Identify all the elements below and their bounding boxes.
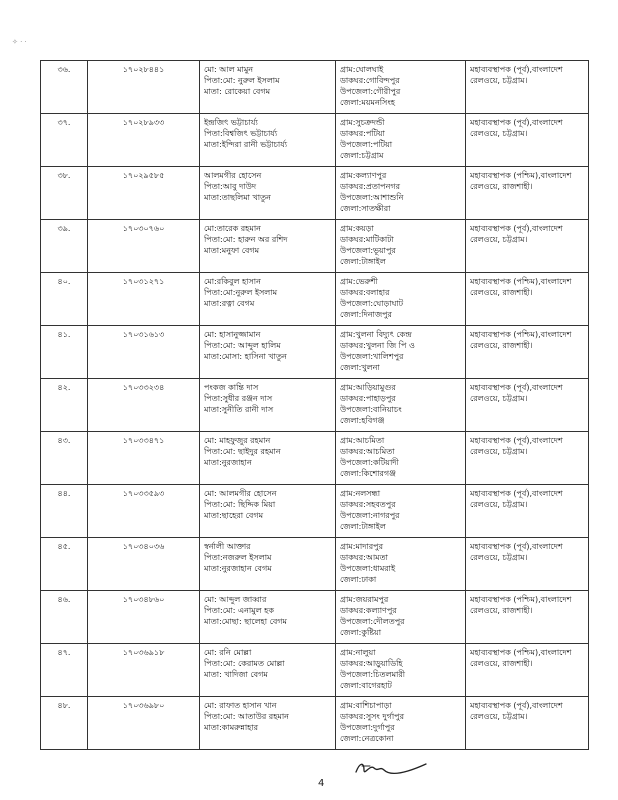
- mother-line: মাতা:মনুফা বেগম: [204, 246, 260, 255]
- postoffice-line: ডাকঘর:আড়ুয়াডিহি: [340, 659, 403, 668]
- father-line: পিতা:বিশ্বজিৎ ভট্টাচার্য্য: [204, 129, 278, 138]
- mother-line: মাতা:কামরুন্নাহার: [204, 723, 259, 732]
- name-cell: [200, 538, 336, 590]
- postoffice-line: ডাকঘর:সুসং দুর্গাপুর: [340, 712, 404, 721]
- serial-cell: ৪৭.: [41, 644, 88, 696]
- district-line: জেলা:বাগেরহাট: [340, 681, 392, 690]
- posting-line: মহাব্যবস্থাপক (পূর্ব),বাংলাদেশ: [470, 542, 563, 551]
- table-row: [41, 697, 589, 750]
- district-line: জেলা:কিশোরগঞ্জ: [340, 469, 397, 478]
- posting-line: মহাব্যবস্থাপক (পশ্চিম),বাংলাদেশ: [470, 595, 572, 604]
- father-line: পিতা:নজরুল ইসলাম: [204, 553, 272, 562]
- name-line: স্বর্নালী আক্তার: [204, 542, 251, 551]
- page-number: 4: [318, 778, 325, 789]
- mother-line: মাতা:মোসা: হাসিনা খাতুন: [204, 352, 287, 361]
- village-line: গ্রাম:আড়িয়ামুগুর: [340, 383, 396, 392]
- name-line: পংকজ কান্তি দাস: [204, 383, 259, 392]
- father-line: পিতা:মো: আব্দুল হালিম: [204, 341, 281, 350]
- postoffice-line: ডাকঘর:বলাহার: [340, 288, 390, 297]
- address-cell: [336, 485, 466, 537]
- posting-cell: [466, 485, 589, 537]
- posting-line: রেলওয়ে, চট্টগ্রাম।: [470, 394, 528, 403]
- postoffice-line: ডাকঘর:সহবতপুর: [340, 500, 396, 509]
- village-line: গ্রাম:কয়ড়া: [340, 224, 374, 233]
- father-line: পিতা:মো: ছাইদুর রহমান: [204, 447, 281, 456]
- district-line: জেলা:চট্টগ্রাম: [340, 151, 384, 160]
- village-line: গ্রাম:ঘোলঘাই: [340, 65, 384, 74]
- village-line: গ্রাম:কল্যাণপুর: [340, 171, 387, 180]
- upazila-line: উপজেলা:খালিশপুর: [340, 352, 404, 361]
- serial-cell: ৪৫.: [41, 538, 88, 590]
- upazila-line: উপজেলা:বানিয়াচং: [340, 405, 402, 414]
- posting-cell: [466, 379, 589, 431]
- name-line: মো: আলমগীর হোসেন: [204, 489, 277, 498]
- mother-line: মাতা:নুরজাহান: [204, 458, 252, 467]
- upazila-line: উপজেলা:ধামরাই: [340, 564, 396, 573]
- upazila-line: উপজেলা:দৌলতপুর: [340, 617, 405, 626]
- postoffice-line: ডাকঘর:খুলনা জি পি ও: [340, 341, 415, 350]
- upazila-line: উপজেলা:চিতলমারী: [340, 670, 406, 679]
- posting-line: রেলওয়ে, চট্টগ্রাম।: [470, 235, 528, 244]
- district-line: জেলা:খুলনা: [340, 363, 380, 372]
- serial-cell: ৪৪.: [41, 485, 88, 537]
- table-row: [41, 432, 589, 485]
- name-line: মো:রকিবুল হাসান: [204, 277, 261, 286]
- roll-cell: ১৭০৩৪০৩৬: [88, 538, 200, 590]
- roll-cell: ১৭০৩৪৮৬০: [88, 591, 200, 643]
- address-cell: [336, 220, 466, 272]
- roll-cell: ১৭০৩৬৯১৮: [88, 644, 200, 696]
- table-row: [41, 220, 589, 273]
- village-line: গ্রাম:সুচক্রদন্ডী: [340, 118, 385, 127]
- serial-cell: ৪১.: [41, 326, 88, 378]
- posting-line: মহাব্যবস্থাপক (পূর্ব),বাংলাদেশ: [470, 436, 563, 445]
- address-cell: [336, 538, 466, 590]
- district-line: জেলা:নেত্রকোনা: [340, 734, 394, 743]
- district-line: জেলা:হবিগঞ্জ: [340, 416, 385, 425]
- father-line: পিতা:আবু দাউদ: [204, 182, 257, 191]
- district-line: জেলা:সাতক্ষীরা: [340, 204, 391, 213]
- posting-line: মহাব্যবস্থাপক (পূর্ব),বাংলাদেশ: [470, 65, 563, 74]
- address-cell: [336, 167, 466, 219]
- address-cell: [336, 644, 466, 696]
- serial-cell: ৩৬.: [41, 61, 88, 113]
- father-line: পিতা:সুধীর রঞ্জন দাস: [204, 394, 273, 403]
- name-cell: [200, 273, 336, 325]
- roll-cell: ১৭০৩৩৪৭১: [88, 432, 200, 484]
- posting-line: রেলওয়ে, চট্টগ্রাম।: [470, 500, 528, 509]
- upazila-line: উপজেলা:ঘোড়াঘাট: [340, 299, 404, 308]
- address-cell: [336, 114, 466, 166]
- village-line: গ্রাম:জয়রামপুর: [340, 595, 389, 604]
- posting-cell: [466, 326, 589, 378]
- posting-line: রেলওয়ে, চট্টগ্রাম।: [470, 129, 528, 138]
- postoffice-line: ডাকঘর:আমতা: [340, 553, 388, 562]
- posting-line: মহাব্যবস্থাপক (পূর্ব),বাংলাদেশ: [470, 383, 563, 392]
- table-row: [41, 591, 589, 644]
- mother-line: মাতা:তাছলিমা খাতুন: [204, 193, 271, 202]
- mother-line: মাতা:সুনীতি রানী দাস: [204, 405, 274, 414]
- father-line: পিতা:মো: নুরুল ইসলাম: [204, 76, 280, 85]
- district-line: জেলা:ময়মনসিংহ: [340, 98, 395, 107]
- roll-cell: ১৭০২৮৪৪১: [88, 61, 200, 113]
- address-cell: [336, 697, 466, 749]
- address-cell: [336, 326, 466, 378]
- results-table: [40, 60, 589, 750]
- name-line: মো: হাসানুজ্জামান: [204, 330, 261, 339]
- signature-icon: [352, 758, 432, 780]
- posting-line: মহাব্যবস্থাপক (পূর্ব),বাংলাদেশ: [470, 701, 563, 710]
- serial-cell: ৩৭.: [41, 114, 88, 166]
- address-cell: [336, 591, 466, 643]
- father-line: পিতা:মো: হারুন অর রশিদ: [204, 235, 288, 244]
- name-cell: [200, 220, 336, 272]
- roll-cell: ১৭০৩৬৯৮০: [88, 697, 200, 749]
- table-row: [41, 114, 589, 167]
- address-cell: [336, 273, 466, 325]
- name-cell: [200, 697, 336, 749]
- posting-line: মহাব্যবস্থাপক (পূর্ব),বাংলাদেশ: [470, 489, 563, 498]
- name-cell: [200, 644, 336, 696]
- name-cell: [200, 485, 336, 537]
- postoffice-line: ডাকঘর:মাটিকাটা: [340, 235, 394, 244]
- upazila-line: উপজেলা:নাগরপুর: [340, 511, 400, 520]
- table-row: [41, 61, 589, 114]
- posting-line: মহাব্যবস্থাপক (পশ্চিম),বাংলাদেশ: [470, 648, 572, 657]
- posting-cell: [466, 114, 589, 166]
- table-row: [41, 273, 589, 326]
- posting-line: মহাব্যবস্থাপক (পশ্চিম),বাংলাদেশ: [470, 330, 572, 339]
- village-line: গ্রাম:ভেরুশী: [340, 277, 378, 286]
- upazila-line: উপজেলা:দুর্গাপুর: [340, 723, 395, 732]
- name-cell: [200, 432, 336, 484]
- village-line: গ্রাম:নলসন্ধা: [340, 489, 381, 498]
- table-row: [41, 538, 589, 591]
- name-cell: [200, 167, 336, 219]
- father-line: পিতা:মো: আতাউর রহমান: [204, 712, 289, 721]
- father-line: পিতা:মো: কেরামত মোল্লা: [204, 659, 285, 668]
- posting-line: রেলওয়ে, রাজশাহী।: [470, 182, 533, 191]
- name-cell: [200, 591, 336, 643]
- table-row: [41, 167, 589, 220]
- district-line: জেলা:টাঙ্গাইল: [340, 522, 386, 531]
- upazila-line: উপজেলা:আশাশুনি: [340, 193, 404, 202]
- posting-cell: [466, 273, 589, 325]
- postoffice-line: ডাকঘর:কল্যাণপুর: [340, 606, 397, 615]
- postoffice-line: ডাকঘর:পাহাড়পুর: [340, 394, 396, 403]
- address-cell: [336, 432, 466, 484]
- village-line: গ্রাম:মাদারপুর: [340, 542, 383, 551]
- table-row: [41, 485, 589, 538]
- upazila-line: উপজেলা:গৌরীপুর: [340, 87, 401, 96]
- posting-line: রেলওয়ে, চট্টগ্রাম।: [470, 76, 528, 85]
- posting-line: রেলওয়ে, রাজশাহী।: [470, 341, 533, 350]
- postoffice-line: ডাকঘর:পটিয়া: [340, 129, 385, 138]
- district-line: জেলা:টাঙ্গাইল: [340, 257, 386, 266]
- posting-line: রেলওয়ে, রাজশাহী।: [470, 659, 533, 668]
- roll-cell: ১৭০৩৩৫৯৩: [88, 485, 200, 537]
- postoffice-line: ডাকঘর:গোবিন্দপুর: [340, 76, 400, 85]
- posting-cell: [466, 591, 589, 643]
- upazila-line: উপজেলা:কটিয়াদী: [340, 458, 399, 467]
- roll-cell: ১৭০২৮৯৩৩: [88, 114, 200, 166]
- posting-cell: [466, 644, 589, 696]
- name-cell: [200, 61, 336, 113]
- scan-mark: ✧ · ·: [12, 38, 27, 46]
- posting-cell: [466, 538, 589, 590]
- serial-cell: ৪৬.: [41, 591, 88, 643]
- name-cell: [200, 114, 336, 166]
- posting-cell: [466, 167, 589, 219]
- village-line: গ্রাম:আচমিতা: [340, 436, 385, 445]
- name-line: ইন্দ্রজিৎ ভট্টাচার্য্য: [204, 118, 258, 127]
- table-row: [41, 644, 589, 697]
- upazila-line: উপজেলা:পটিয়া: [340, 140, 393, 149]
- mother-line: মাতা:মোছা: ছালেহা বেগম: [204, 617, 287, 626]
- serial-cell: ৩৯.: [41, 220, 88, 272]
- father-line: পিতা:মো: এনামুল হক: [204, 606, 274, 615]
- mother-line: মাতা:নুরজাহান বেগম: [204, 564, 272, 573]
- district-line: জেলা:দিনাজপুর: [340, 310, 392, 319]
- mother-line: মাতা:ছাহেরা বেগম: [204, 511, 264, 520]
- roll-cell: ১৭০৩১৬১৩: [88, 326, 200, 378]
- name-line: মো: আল মামুন: [204, 65, 254, 74]
- name-line: মো: মাহফুজুর রহমান: [204, 436, 271, 445]
- name-cell: [200, 379, 336, 431]
- posting-line: মহাব্যবস্থাপক (পশ্চিম),বাংলাদেশ: [470, 277, 572, 286]
- name-line: মো:তারেক রহমান: [204, 224, 261, 233]
- posting-line: রেলওয়ে, চট্টগ্রাম।: [470, 447, 528, 456]
- posting-cell: [466, 220, 589, 272]
- address-cell: [336, 61, 466, 113]
- mother-line: মাতা: খাদিজা বেগম: [204, 670, 268, 679]
- serial-cell: ৩৮.: [41, 167, 88, 219]
- address-cell: [336, 379, 466, 431]
- posting-line: রেলওয়ে, রাজশাহী।: [470, 606, 533, 615]
- upazila-line: উপজেলা:ভূয়াপুর: [340, 246, 396, 255]
- mother-line: মাতা:রত্না বেগম: [204, 299, 255, 308]
- serial-cell: ৪০.: [41, 273, 88, 325]
- village-line: গ্রাম:বাশিচাপাড়া: [340, 701, 392, 710]
- posting-cell: [466, 432, 589, 484]
- posting-line: রেলওয়ে, চট্টগ্রাম।: [470, 553, 528, 562]
- name-line: মো: রাফাত হাসান খান: [204, 701, 277, 710]
- village-line: গ্রাম:খুলনা বিদ্যুৎ কেন্দ্র: [340, 330, 412, 339]
- mother-line: মাতা: রোকেয়া বেগম: [204, 87, 271, 96]
- name-line: মো: আব্দুল জাব্বার: [204, 595, 267, 604]
- name-line: মো: রনি মোল্লা: [204, 648, 252, 657]
- district-line: জেলা:ঢাকা: [340, 575, 377, 584]
- roll-cell: ১৭০৩০৭৬০: [88, 220, 200, 272]
- serial-cell: ৪৩.: [41, 432, 88, 484]
- district-line: জেলা:কুষ্টিয়া: [340, 628, 382, 637]
- posting-line: রেলওয়ে, রাজশাহী।: [470, 288, 533, 297]
- posting-line: মহাব্যবস্থাপক (পূর্ব),বাংলাদেশ: [470, 224, 563, 233]
- village-line: গ্রাম:নালুয়া: [340, 648, 376, 657]
- posting-cell: [466, 697, 589, 749]
- posting-line: মহাব্যবস্থাপক (পশ্চিম),বাংলাদেশ: [470, 171, 572, 180]
- posting-line: মহাব্যবস্থাপক (পূর্ব),বাংলাদেশ: [470, 118, 563, 127]
- father-line: পিতা:মো: ছিদ্দিক মিয়া: [204, 500, 276, 509]
- roll-cell: ১৭০৩৩২৩৪: [88, 379, 200, 431]
- mother-line: মাতা:ইন্দিরা রানী ভট্টাচার্য্য: [204, 140, 288, 149]
- postoffice-line: ডাকঘর:আচমিতা: [340, 447, 395, 456]
- name-cell: [200, 326, 336, 378]
- table-row: [41, 326, 589, 379]
- serial-cell: ৪২.: [41, 379, 88, 431]
- posting-line: রেলওয়ে, চট্টগ্রাম।: [470, 712, 528, 721]
- table-row: [41, 379, 589, 432]
- roll-cell: ১৭০৩১২৭১: [88, 273, 200, 325]
- postoffice-line: ডাকঘর:প্রতাপনগর: [340, 182, 400, 191]
- father-line: পিতা:মো:নুরুল ইসলাম: [204, 288, 278, 297]
- serial-cell: ৪৮.: [41, 697, 88, 749]
- name-line: আলমগীর হোসেন: [204, 171, 262, 180]
- roll-cell: ১৭০২৯৫৮৫: [88, 167, 200, 219]
- posting-cell: [466, 61, 589, 113]
